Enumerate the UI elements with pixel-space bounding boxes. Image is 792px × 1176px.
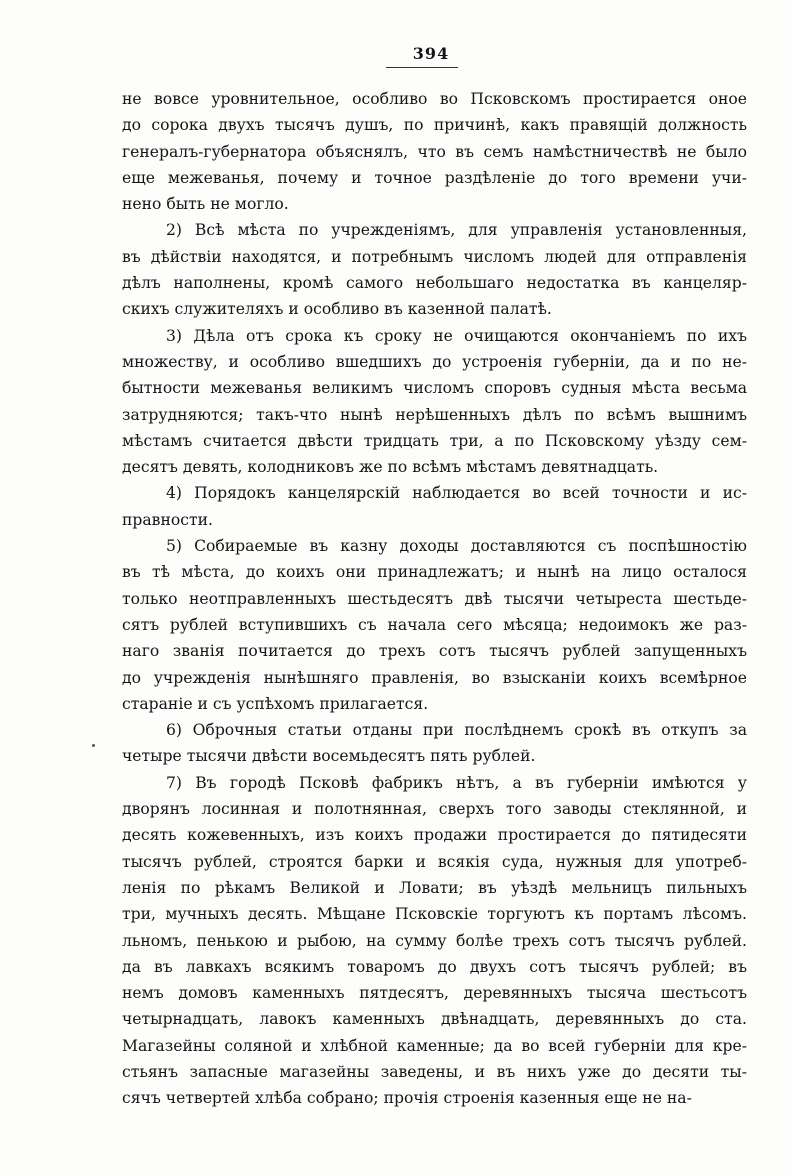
text-line: правности. xyxy=(122,510,213,529)
text-line: ленія по рѣкамъ Великой и Ловати; въ уѣздѣ мельницъ пильныхъ xyxy=(122,878,747,897)
text-line: тысячъ рублей, строятся барки и всякія суда, нужныя для употреб- xyxy=(122,852,747,871)
text-line: множеству, и особливо вшедшихъ до устроенія губерніи, да и по не- xyxy=(122,352,747,371)
text-line: скихъ служителяхъ и особливо въ казенной палатѣ. xyxy=(122,300,552,319)
body-text xyxy=(122,86,747,1112)
text-line: 3) Дѣла отъ срока къ сроку не очищаются окончаніемъ по ихъ xyxy=(166,326,747,345)
text-line: сятъ рублей вступившихъ съ начала сего мѣсяца; недоимокъ же раз- xyxy=(122,615,747,634)
text-line: 6) Оброчныя статьи отданы при послѣднемъ срокѣ въ откупъ за xyxy=(166,721,747,740)
text-line: Магазейны соляной и хлѣбной каменные; да во всей губерніи для кре- xyxy=(122,1036,747,1055)
text-line: десять кожевенныхъ, изъ коихъ продажи простирается до пятидесяти xyxy=(122,826,747,845)
text-line: наго званія почитается до трехъ сотъ тысячъ рублей запущенныхъ xyxy=(122,642,747,661)
text-line: затрудняются; такъ-что нынѣ нерѣшенныхъ дѣлъ по всѣмъ вышнимъ xyxy=(122,405,747,424)
page-number-underline xyxy=(386,67,458,68)
text-line: нено быть не могло. xyxy=(122,195,289,214)
text-line: 4) Порядокъ канцелярскій наблюдается во всей точности и ис- xyxy=(166,484,747,503)
paragraph xyxy=(122,533,747,717)
text-line: 7) Въ городѣ Псковѣ фабрикъ нѣтъ, а въ губерніи имѣются у xyxy=(166,773,747,792)
paragraph xyxy=(122,770,747,1112)
paragraph xyxy=(122,86,747,217)
text-line: немъ домовъ каменныхъ пятдесятъ, деревянныхъ тысяча шестьсотъ xyxy=(122,984,747,1003)
text-line: бытности межеванья великимъ числомъ споровъ судныя мѣста весьма xyxy=(122,379,747,398)
text-line: въ дѣйствіи находятся, и потребнымъ числомъ людей для отправленія xyxy=(122,247,747,266)
text-line: сячъ четвертей хлѣба собрано; прочія строенія казенныя еще не на- xyxy=(122,1089,692,1108)
text-line: дѣлъ наполнены, кромѣ самого небольшаго недостатка въ канцеляр- xyxy=(122,274,747,293)
text-line: четырнадцать, лавокъ каменныхъ двѣнадцать, деревянныхъ до ста. xyxy=(122,1010,747,1029)
text-line: льномъ, пенькою и рыбою, на сумму болѣе трехъ сотъ тысячъ рублей. xyxy=(122,931,747,950)
text-line: 5) Собираемые въ казну доходы доставляются съ поспѣшностію xyxy=(166,537,747,556)
paragraph xyxy=(122,480,747,533)
text-line: стараніе и съ успѣхомъ прилагается. xyxy=(122,694,429,713)
text-line: дворянъ лосинная и полотнянная, сверхъ того заводы стеклянной, и xyxy=(122,800,747,819)
text-line: мѣстамъ считается двѣсти тридцать три, а по Псковскому уѣзду сем- xyxy=(122,431,747,450)
text-line: десятъ девять, колодниковъ же по всѣмъ мѣстамъ девятнадцать. xyxy=(122,458,659,477)
text-line: три, мучныхъ десять. Мѣщане Псковскіе торгуютъ къ портамъ лѣсомъ. xyxy=(122,905,747,924)
stray-ink-mark xyxy=(92,744,95,747)
text-line: стьянъ запасные магазейны заведены, и въ нихъ уже до десяти ты- xyxy=(122,1062,747,1081)
text-line: до сорока двухъ тысячъ душъ, по причинѣ, какъ правящій должность xyxy=(122,116,747,135)
paragraph xyxy=(122,717,747,770)
text-line: еще межеванья, почему и точное раздѣленіе до того времени учи- xyxy=(122,168,747,187)
text-line: генералъ-губернатора объяснялъ, что въ семъ намѣстничествѣ не было xyxy=(122,142,747,161)
text-line: четыре тысячи двѣсти восемьдесятъ пять рублей. xyxy=(122,747,536,766)
paragraph xyxy=(122,323,747,481)
text-line: да въ лавкахъ всякимъ товаромъ до двухъ сотъ тысячъ рублей; въ xyxy=(122,957,747,976)
text-line: въ тѣ мѣста, до коихъ они принадлежатъ; и нынѣ на лицо осталося xyxy=(122,563,747,582)
text-line: только неотправленныхъ шестьдесятъ двѣ тысячи четыреста шестьде- xyxy=(122,589,747,608)
page-number: 394 xyxy=(412,44,450,63)
text-line: 2) Всѣ мѣста по учрежденіямъ, для управленія установленныя, xyxy=(166,221,747,240)
text-line: не вовсе уровнительное, особливо во Псковскомъ простирается оное xyxy=(122,90,747,108)
paragraph xyxy=(122,217,747,322)
text-line: до учрежденія нынѣшняго правленія, во взысканіи коихъ всемѣрное xyxy=(122,668,747,687)
